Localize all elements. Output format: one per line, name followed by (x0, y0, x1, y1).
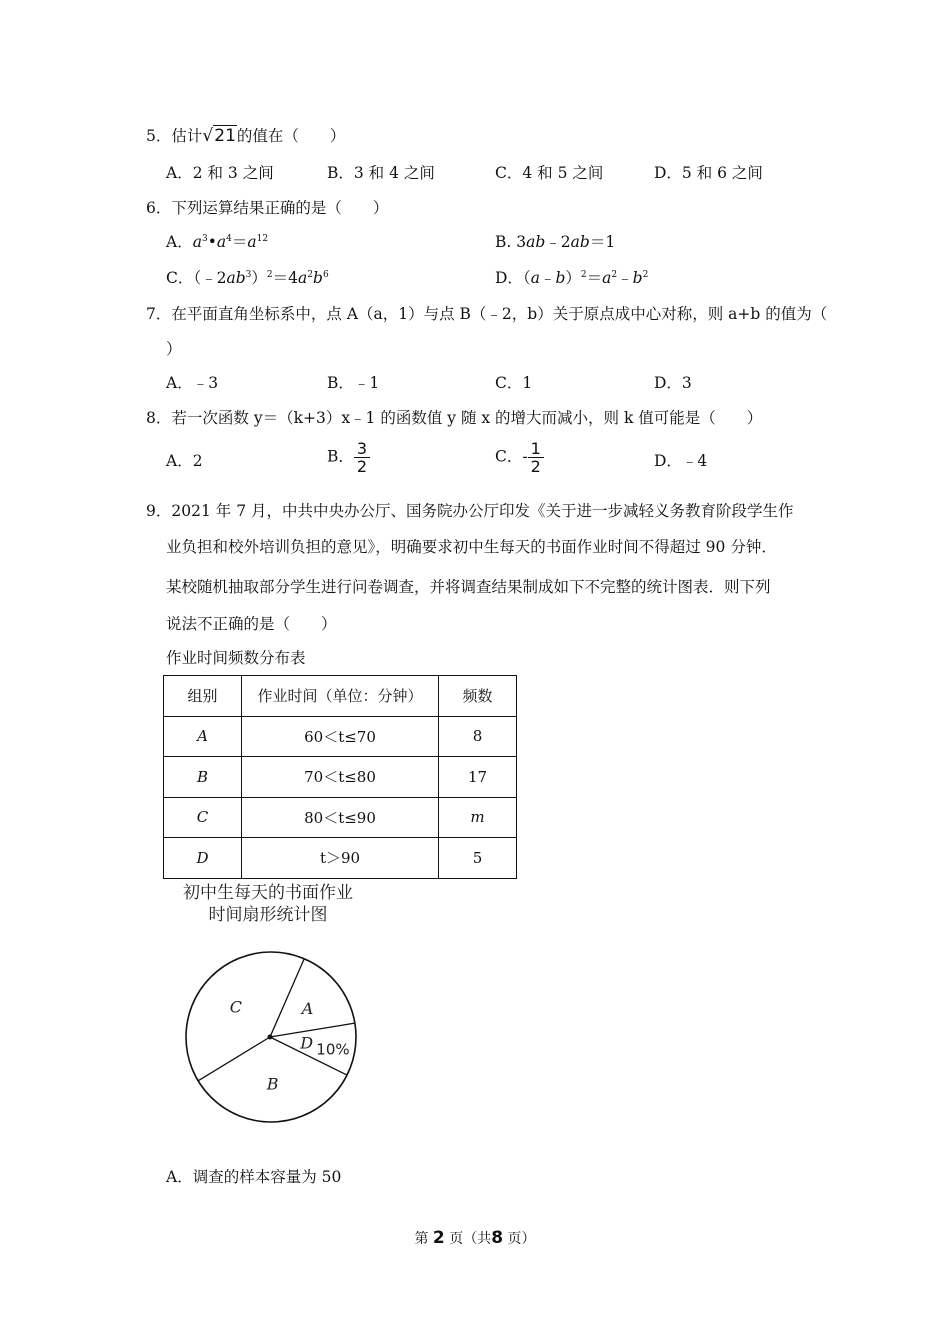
table-row (164, 716, 517, 757)
table-row (164, 797, 517, 838)
q6-option-b: B. 3ab﹣2ab＝1 (495, 233, 616, 251)
q8-option-b: B． $\frac{3}{2}$ (327, 440, 370, 475)
q9-stem-line-1: 9．2021 年 7 月，中共中央办公厅、国务院办公厅印发《关于进一步减轻义务教育阶段学生作 (146, 502, 794, 520)
q7-option-d: D．3 (654, 374, 692, 392)
fraction-3-2: $\frac{3}{2}$ (354, 440, 370, 475)
page-number: 2 (432, 1228, 445, 1248)
q9-stem-line-3: 某校随机抽取部分学生进行问卷调查，并将调查结果制成如下不完整的统计图表．则下列 (166, 578, 771, 596)
q5-option-d: D．5 和 6 之间 (654, 164, 763, 182)
pie-label-b: B (266, 1074, 279, 1094)
cell-time: 80＜t≤90 (242, 797, 439, 838)
q5-option-b: B．3 和 4 之间 (327, 164, 435, 182)
pie-label-c: C (229, 997, 242, 1017)
q9-stem-line-2: 业负担和校外培训负担的意见》，明确要求初中生每天的书面作业时间不得超过 90 分钟． (166, 538, 777, 556)
cell-group: A (164, 716, 242, 757)
q6-option-a: A．$a^3•a^4=a^{12}$ (166, 233, 269, 251)
cell-group: D (164, 838, 242, 879)
pie-label-a: A (301, 999, 314, 1019)
pie-label-d: D (300, 1033, 314, 1053)
cell-frequency: m (439, 797, 517, 838)
cell-frequency: 8 (439, 716, 517, 757)
q7-stem: 7．在平面直角坐标系中，点 A（a，1）与点 B（﹣2，b）关于原点成中心对称，则 a+b 的值为（ (146, 305, 828, 323)
cell-frequency: 5 (439, 838, 517, 879)
cell-time: 70＜t≤80 (242, 757, 439, 798)
cell-time: t＞90 (242, 838, 439, 879)
pie-title-line-2: 时间扇形统计图 (208, 905, 328, 925)
cell-frequency: 17 (439, 757, 517, 798)
pie-center (268, 1035, 273, 1040)
q5-stem: 5．估计√21的值在（ ） (146, 126, 346, 146)
table-row (164, 838, 517, 879)
table-caption: 作业时间频数分布表 (166, 649, 306, 667)
sqrt-21: √21 (202, 126, 236, 146)
q6-stem: 6．下列运算结果正确的是（ ） (146, 199, 389, 217)
q6-option-d: D．$(a﹣b)^2=a^2﹣b^2$ (495, 269, 649, 287)
header-time: 作业时间（单位：分钟） (242, 676, 439, 717)
header-group: 组别 (164, 676, 242, 717)
q5-option-c: C．4 和 5 之间 (495, 164, 604, 182)
q7-option-a: A．﹣3 (166, 374, 219, 392)
q6-option-c: C．$(﹣2ab^3)^2=4a^2b^6$ (166, 269, 329, 287)
q9-stem-line-4: 说法不正确的是（ ） (166, 615, 337, 633)
table-header-row (164, 676, 517, 717)
table-row (164, 757, 517, 798)
pie-percent-d: 10% (316, 1040, 350, 1059)
fraction-1-2: $\frac{1}{2}$ (528, 440, 544, 475)
page-total: 8 (491, 1228, 504, 1248)
q7-option-c: C．1 (495, 374, 533, 392)
cell-group: B (164, 757, 242, 798)
q7-option-b: B．﹣1 (327, 374, 380, 392)
pie-title-line-1: 初中生每天的书面作业 (183, 883, 353, 903)
pie-chart (171, 937, 371, 1137)
q7-stem-cont: ） (166, 340, 182, 358)
cell-group: C (164, 797, 242, 838)
q9-option-a: A．调查的样本容量为 50 (166, 1168, 342, 1186)
cell-time: 60＜t≤70 (242, 716, 439, 757)
q8-stem: 8．若一次函数 y＝（k+3）x﹣1 的函数值 y 随 x 的增大而减小，则 k 值可能是（ ） (146, 409, 763, 427)
page-footer: 第 2 页（共8 页） (414, 1228, 536, 1248)
header-frequency: 频数 (439, 676, 517, 717)
q8-option-d: D．﹣4 (654, 452, 708, 470)
q5-option-a: A．2 和 3 之间 (166, 164, 274, 182)
frequency-table (163, 675, 517, 879)
q8-option-c: C．- $\frac{1}{2}$ (495, 440, 544, 475)
q8-option-a: A．2 (166, 452, 203, 470)
